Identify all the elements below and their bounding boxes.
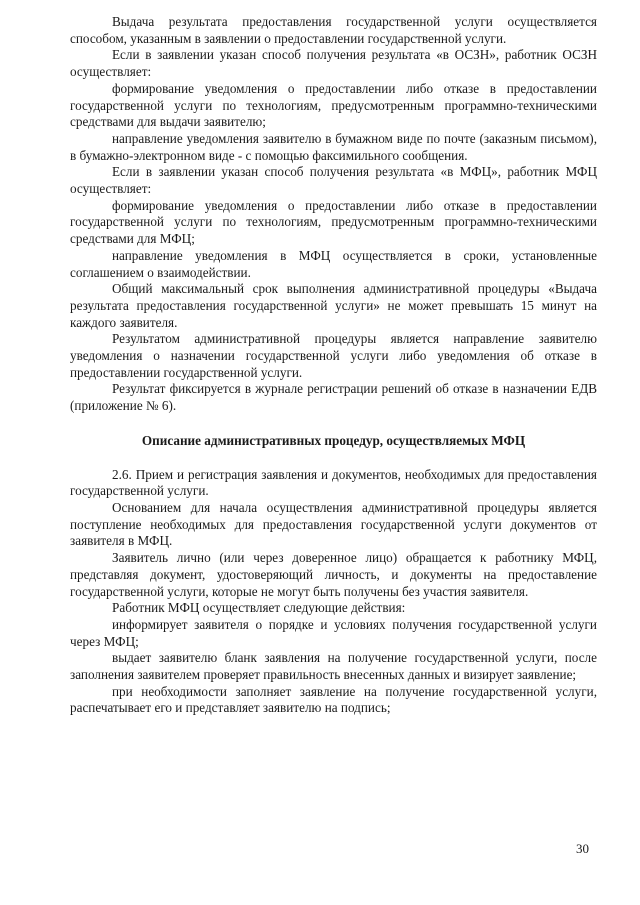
bottom-section [70, 467, 597, 718]
paragraph: направление уведомления заявителю в бумажном виде по почте (заказным письмом), в бумажно-электронном виде - с помощью факсимильного сообщения. [70, 130, 597, 163]
paragraph: Работник МФЦ осуществляет следующие действия: [112, 600, 406, 616]
paragraph: Если в заявлении указан способ получения результата «в МФЦ», работник МФЦ осуществляет: [70, 164, 597, 197]
paragraph: Результатом административной процедуры является направление заявителю уведомления о назначении государственной услуги либо уведомления об отказе в предоставлении государственной услуги. [70, 331, 597, 380]
paragraph: Общий максимальный срок выполнения административной процедуры «Выдача результата предоставления государственной услуги» не может превышать 15 минут на каждого заявителя. [70, 281, 597, 330]
paragraph: Заявитель лично (или через доверенное лицо) обращается к работнику МФЦ, представляя документ, удостоверяющий личность, и документы на предоставление государственной услуги, которые не могут быть получены без участия заявителя. [70, 550, 597, 599]
paragraph: формирование уведомления о предоставлении либо отказе в предоставлении государственной услуги по технологиям, предусмотренным программно-техническими средствами для МФЦ; [70, 197, 597, 247]
paragraph: Выдача результата предоставления государственной услуги осуществляется способом, указанным в заявлении о предоставлении государственной услуги. [70, 14, 597, 46]
paragraph: информирует заявителя о порядке и условиях получения государственной услуги через МФЦ; [70, 616, 597, 649]
paragraph: при необходимости заполняет заявление на получение государственной услуги, распечатывает его и представляет заявителю на подпись; [70, 683, 597, 716]
paragraph: 2.6. Прием и регистрация заявления и документов, необходимых для предоставления государственной услуги. [70, 466, 597, 499]
paragraph: направление уведомления в МФЦ осуществляется в сроки, установленные соглашением о взаимодействии. [70, 247, 597, 280]
top-section [70, 14, 597, 415]
paragraph: формирование уведомления о предоставлении либо отказе в предоставлении государственной услуги по технологиям, предусмотренным программно-техническими средствами для выдачи заявителю; [70, 80, 597, 130]
section-heading: Описание административных процедур, осуществляемых МФЦ [141, 432, 526, 448]
paragraph: Основанием для начала осуществления административной процедуры является поступление необходимых для предоставления государственной услуги документов от заявителя в МФЦ. [70, 499, 597, 549]
page-number: 30 [576, 841, 589, 856]
paragraph: выдает заявителю бланк заявления на получение государственной услуги, после заполнения заявителем проверяет правильность внесенных данных и визирует заявление; [70, 650, 597, 683]
paragraph: Если в заявлении указан способ получения результата «в ОСЗН», работник ОСЗН осуществляет: [70, 47, 597, 80]
document-page [70, 14, 597, 717]
paragraph: Результат фиксируется в журнале регистрации решений об отказе в назначении ЕДВ (приложение № 6). [70, 381, 597, 414]
